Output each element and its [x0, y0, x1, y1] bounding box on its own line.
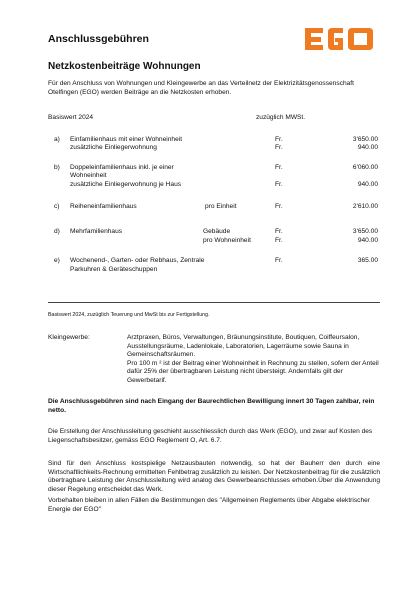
currency: Fr. [275, 203, 283, 210]
price-value: 3'650.00 [352, 228, 378, 235]
currency: Fr. [275, 257, 283, 264]
row-key: a) [54, 136, 60, 143]
basis-note: zuzüglich MWSt. [256, 114, 306, 121]
row-unit: Gebäude [203, 228, 231, 235]
price-value: 2'610.00 [352, 203, 378, 210]
currency: Fr. [275, 164, 283, 171]
row-label: Wochenend-, Garten- oder Rebhaus, Zentrale [70, 257, 205, 264]
paragraph-network: Sind für den Anschluss kostspielige Netzausbauten notwendig, so hat der Bauherr den durch eine Wirtschaftlichkeits-Rechnung ermittelten Fehlbetrag zusätzlich zu leisten. Der Netzkostenbeitrag für die zusätzlich übertragbare Leistung der Anschlussleitung wird analog des Gewerbeanschlusses erhoben.Über die Anwendung dieser Regelung entscheidet das Werk. [48, 460, 380, 493]
kleingewerbe-label: Kleingewerbe: [48, 334, 90, 341]
price-value: 3'650.00 [352, 136, 378, 143]
row-label: Reiheneinfamilienhaus [70, 203, 137, 210]
kleingewerbe-rule: Pro 100 m ² ist der Beitrag einer Wohneinheit in Rechnung zu stellen, sofern der Anteil dafür 25% der übertragbaren Leistung nicht übersteigt. Andernfalls gilt der Gewerbetarif. [127, 359, 379, 384]
row-key: b) [54, 164, 60, 171]
row-label: Doppeleinfamilienhaus inkl. je einer [70, 164, 174, 171]
row-unit: pro Einheit [205, 203, 237, 210]
row-label-cont: Wohneinheit [70, 172, 107, 179]
price-value: 6'060.00 [352, 164, 378, 171]
row-key: d) [54, 228, 60, 235]
row-label: zusätzliche Einliegerwohnung [70, 144, 157, 151]
row-label: zusätzliche Einliegerwohnung je Haus [70, 181, 182, 188]
divider [48, 302, 380, 303]
paragraph-reservation: Vorbehalten bleiben in allen Fällen die Bestimmungen des "Allgemeinen Reglements über Abgabe elektrischer Energie der EGO" [48, 497, 370, 513]
payment-notice: Die Anschlussgebühren sind nach Eingang der Baurechtlichen Bewilligung innert 30 Tagen zahlbar, rein netto. [48, 398, 375, 414]
row-label-cont: Parkuhren & Geräteschuppen [70, 266, 158, 273]
kleingewerbe-list: Arztpraxen, Büros, Verwaltungen, Bräunungsinstitute, Boutiquen, Coiffeursalon, Ausstellungsräume, Ladenlokale, Laboratorien, Lagerräume sowie Sauna in Gemeinschaftsräumen. [127, 334, 360, 359]
price-value: 940.00 [357, 144, 378, 151]
price-value: 940.00 [357, 237, 378, 244]
page-title: Anschlussgebühren [48, 33, 149, 45]
row-key: e) [54, 257, 60, 264]
section-title: Netzkostenbeiträge Wohnungen [48, 61, 201, 72]
row-label: Mehrfamilienhaus [70, 228, 123, 235]
currency: Fr. [275, 136, 283, 143]
ego-logo [303, 26, 378, 52]
currency: Fr. [275, 144, 283, 151]
intro-paragraph: Für den Anschluss von Wohnungen und Kleingewerbe an das Verteilnetz der Elektrizitätsgenossenschaft Otelfingen (EGO) werden Beiträge an die Netzkosten erhoben. [48, 80, 354, 96]
row-unit: pro Wohneinheit [203, 237, 251, 244]
price-value: 940.00 [357, 181, 378, 188]
row-key: c) [54, 203, 60, 210]
paragraph-connection: Die Erstellung der Anschlussleitung geschieht ausschliesslich durch das Werk (EGO), und zwar auf Kosten des Liegenschaftsbesitzer, gemäss EGO Reglement O, Art. 6.7. [48, 428, 373, 444]
currency: Fr. [275, 181, 283, 188]
row-label: Einfamilienhaus mit einer Wohneinheit [70, 136, 183, 143]
kleingewerbe-text [127, 334, 379, 386]
currency: Fr. [275, 228, 283, 235]
currency: Fr. [275, 237, 283, 244]
price-value: 365.00 [357, 257, 378, 264]
basis-label: Basiswert 2024 [48, 114, 94, 121]
footnote: Basiswert 2024, zuzüglich Teuerung und MwSt bis zur Fertigstellung. [48, 312, 210, 318]
